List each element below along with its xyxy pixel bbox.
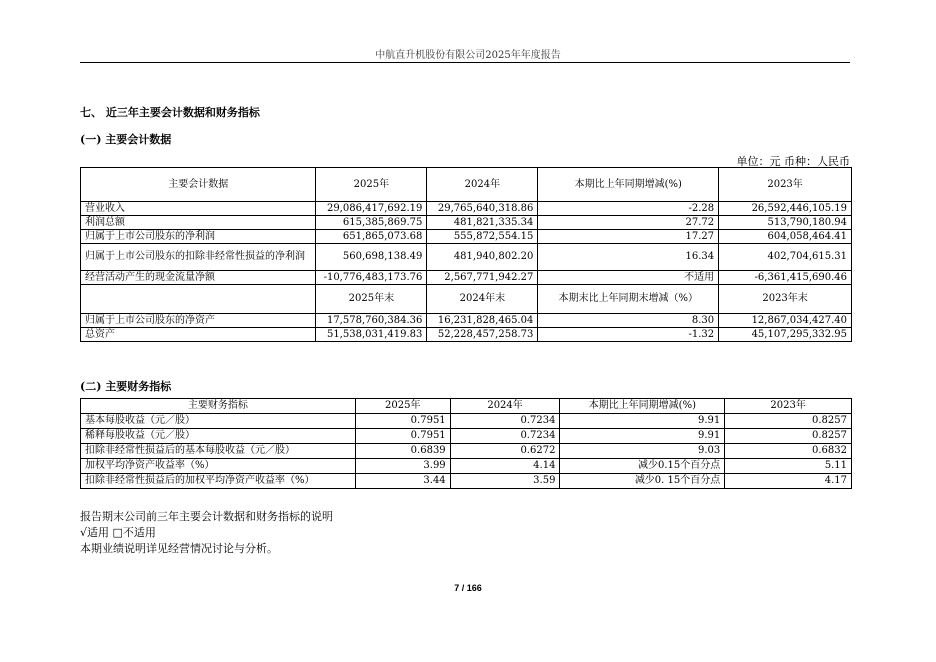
table-row (81, 474, 852, 489)
table-row (81, 328, 852, 342)
table-header-cell: 主要会计数据 (81, 168, 316, 202)
row-label: 稀释每股收益（元／股） (81, 429, 356, 444)
cell-value: 481,821,335.34 (427, 216, 538, 230)
header-rule (80, 62, 850, 63)
cell-value: 不适用 (538, 271, 719, 285)
row-label: 利润总额 (81, 216, 316, 230)
cell-value: 29,765,640,318.86 (427, 202, 538, 216)
table-row (81, 429, 852, 444)
cell-value: 减少0.15个百分点 (560, 459, 725, 474)
table-header-row (81, 168, 852, 202)
table-row (81, 314, 852, 328)
cell-value: 9.91 (560, 414, 725, 429)
cell-value: 0.6272 (450, 444, 560, 459)
row-label: 归属于上市公司股东的扣除非经常性损益的净利润 (81, 244, 316, 271)
cell-value: 27.72 (538, 216, 719, 230)
cell-value: 481,940,802.20 (427, 244, 538, 271)
table-row (81, 444, 852, 459)
table-row (81, 271, 852, 285)
row-label: 营业收入 (81, 202, 316, 216)
cell-value: 12,867,034,427.40 (719, 314, 852, 328)
table-row (81, 459, 852, 474)
cell-value: 45,107,295,332.95 (719, 328, 852, 342)
table-row (81, 230, 852, 244)
row-label: 经营活动产生的现金流量净额 (81, 271, 316, 285)
cell-value: -10,776,483,173.76 (316, 271, 427, 285)
table-header-cell: 本期末比上年同期末增减（%） (538, 285, 719, 314)
page-header: 中航直升机股份有限公司2025年年度报告 (375, 50, 561, 61)
cell-value: 4.17 (725, 474, 852, 489)
financial-indicators-table (80, 398, 852, 489)
cell-value: 9.91 (560, 429, 725, 444)
row-label: 扣除非经常性损益后的加权平均净资产收益率（%） (81, 474, 356, 489)
table-row (81, 244, 852, 271)
cell-value: 8.30 (538, 314, 719, 328)
row-label: 归属于上市公司股东的净资产 (81, 314, 316, 328)
table-row (81, 216, 852, 230)
cell-value: 51,538,031,419.83 (316, 328, 427, 342)
cell-value: 0.6839 (355, 444, 450, 459)
row-label: 基本每股收益（元／股） (81, 414, 356, 429)
table-row (81, 202, 852, 216)
cell-value: -6,361,415,690.46 (719, 271, 852, 285)
table-header-cell: 2023年 (719, 168, 852, 202)
subsection-title-accounting-data: (一) 主要会计数据 (80, 133, 172, 146)
cell-value: 9.03 (560, 444, 725, 459)
row-label: 归属于上市公司股东的净利润 (81, 230, 316, 244)
cell-value: -2.28 (538, 202, 719, 216)
row-label: 扣除非经常性损益后的基本每股收益（元／股） (81, 444, 356, 459)
cell-value: 0.6832 (725, 444, 852, 459)
table-header-cell: 2024年 (450, 399, 560, 414)
notes-body: 本期业绩说明详见经营情况讨论与分析。 (80, 542, 278, 555)
table-header-cell: 2025年 (355, 399, 450, 414)
cell-value: 减少0. 15个百分点 (560, 474, 725, 489)
table-row (81, 414, 852, 429)
cell-value: 29,086,417,692.19 (316, 202, 427, 216)
table-header-cell: 2025年末 (316, 285, 427, 314)
cell-value: 3.44 (355, 474, 450, 489)
cell-value: 17,578,760,384.36 (316, 314, 427, 328)
table-subheader-row (81, 285, 852, 314)
table-header-row (81, 399, 852, 414)
unit-line: 单位：元 币种：人民币 (736, 155, 850, 168)
cell-value: 17.27 (538, 230, 719, 244)
applicability-checkbox-line: √适用 □不适用 (80, 526, 156, 539)
table-header-cell: 2024年末 (427, 285, 538, 314)
table-header-cell: 本期比上年同期增减(%) (538, 168, 719, 202)
table-header-cell: 本期比上年同期增减(%) (560, 399, 725, 414)
cell-value: 0.7951 (355, 414, 450, 429)
table-header-cell: 2023年末 (719, 285, 852, 314)
subsection-title-financial-indicators: (二) 主要财务指标 (80, 380, 172, 393)
notes-heading: 报告期末公司前三年主要会计数据和财务指标的说明 (80, 510, 333, 523)
page-number: 7 / 166 (454, 583, 482, 593)
cell-value: 2,567,771,942.27 (427, 271, 538, 285)
table-header-cell (81, 285, 316, 314)
table-header-cell: 2024年 (427, 168, 538, 202)
table-header-cell: 2025年 (316, 168, 427, 202)
cell-value: 5.11 (725, 459, 852, 474)
table-header-cell: 主要财务指标 (81, 399, 356, 414)
cell-value: 513,790,180.94 (719, 216, 852, 230)
cell-value: 0.8257 (725, 429, 852, 444)
cell-value: 0.7234 (450, 414, 560, 429)
cell-value: -1.32 (538, 328, 719, 342)
cell-value: 615,385,869.75 (316, 216, 427, 230)
table-header-cell: 2023年 (725, 399, 852, 414)
accounting-data-table (80, 167, 852, 342)
cell-value: 26,592,446,105.19 (719, 202, 852, 216)
cell-value: 0.7951 (355, 429, 450, 444)
cell-value: 4.14 (450, 459, 560, 474)
cell-value: 16.34 (538, 244, 719, 271)
cell-value: 16,231,828,465.04 (427, 314, 538, 328)
cell-value: 555,872,554.15 (427, 230, 538, 244)
cell-value: 3.99 (355, 459, 450, 474)
row-label: 总资产 (81, 328, 316, 342)
cell-value: 0.7234 (450, 429, 560, 444)
cell-value: 560,698,138.49 (316, 244, 427, 271)
cell-value: 402,704,615.31 (719, 244, 852, 271)
cell-value: 3.59 (450, 474, 560, 489)
cell-value: 0.8257 (725, 414, 852, 429)
row-label: 加权平均净资产收益率（%） (81, 459, 356, 474)
cell-value: 52,228,457,258.73 (427, 328, 538, 342)
cell-value: 604,058,464.41 (719, 230, 852, 244)
section-title: 七、 近三年主要会计数据和财务指标 (80, 106, 260, 119)
cell-value: 651,865,073.68 (316, 230, 427, 244)
